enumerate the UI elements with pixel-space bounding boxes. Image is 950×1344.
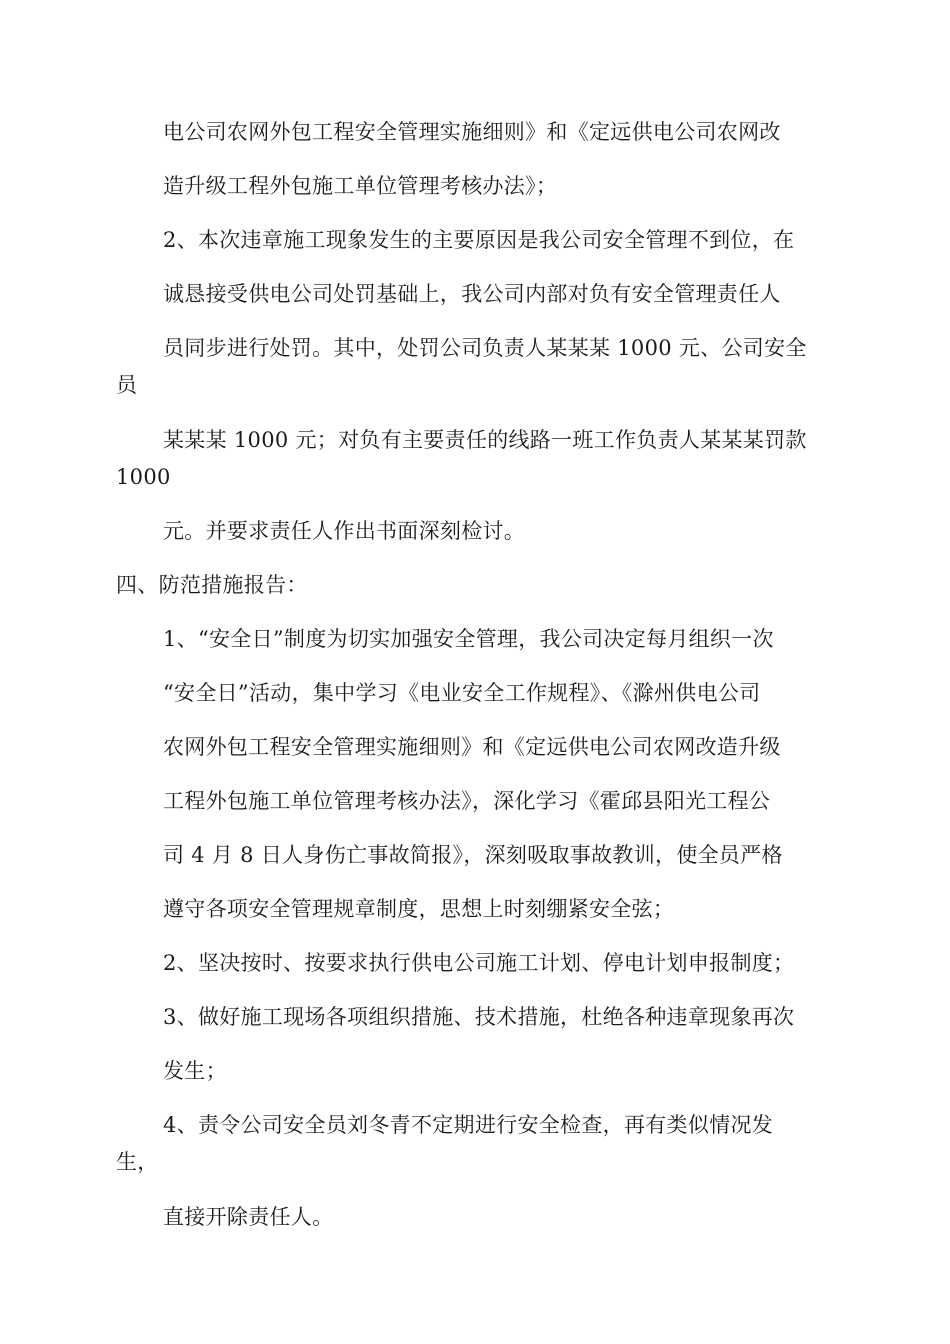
text-line: 1000	[116, 465, 171, 489]
text-line: 直接开除责任人。	[163, 1205, 334, 1229]
text-line: 4、责令公司安全员刘冬青不定期进行安全检查，再有类似情况发	[163, 1113, 774, 1137]
text-line: 农网外包工程安全管理实施细则》和《定远供电公司农网改造升级	[163, 735, 781, 759]
section-heading: 四、防范措施报告：	[116, 573, 308, 597]
text-line: 1、“安全日”制度为切实加强安全管理，我公司决定每月组织一次	[163, 627, 774, 651]
text-line: 2、坚决按时、按要求执行供电公司施工计划、停电计划申报制度；	[163, 951, 795, 975]
text-line: 工程外包施工单位管理考核办法》，深化学习《霍邱县阳光工程公	[163, 789, 771, 813]
text-line: 生，	[116, 1150, 159, 1174]
text-line: 造升级工程外包施工单位管理考核办法》；	[163, 174, 558, 198]
text-line: 2、本次违章施工现象发生的主要原因是我公司安全管理不到位，在	[163, 228, 795, 252]
text-line: 员同步进行处罚。其中，处罚公司负责人某某某 1000 元、公司安全	[163, 336, 807, 360]
text-line: 元。并要求责任人作出书面深刻检讨。	[163, 519, 526, 543]
text-line: 诚恳接受供电公司处罚基础上，我公司内部对负有安全管理责任人	[163, 282, 781, 306]
text-line: 司 4 月 8 日人身伤亡事故简报》，深刻吸取事故教训，使全员严格	[163, 843, 783, 867]
text-line: 遵守各项安全管理规章制度，思想上时刻绷紧安全弦；	[163, 897, 675, 921]
text-line: 员	[116, 373, 138, 397]
text-line: “安全日”活动，集中学习《电业安全工作规程》、《滁州供电公司	[163, 681, 761, 705]
text-line: 某某某 1000 元；对负有主要责任的线路一班工作负责人某某某罚款	[163, 428, 807, 452]
text-line: 电公司农网外包工程安全管理实施细则》和《定远供电公司农网改	[163, 120, 781, 144]
text-line: 发生；	[163, 1059, 227, 1083]
text-line: 3、做好施工现场各项组织措施、技术措施，杜绝各种违章现象再次	[163, 1005, 795, 1029]
